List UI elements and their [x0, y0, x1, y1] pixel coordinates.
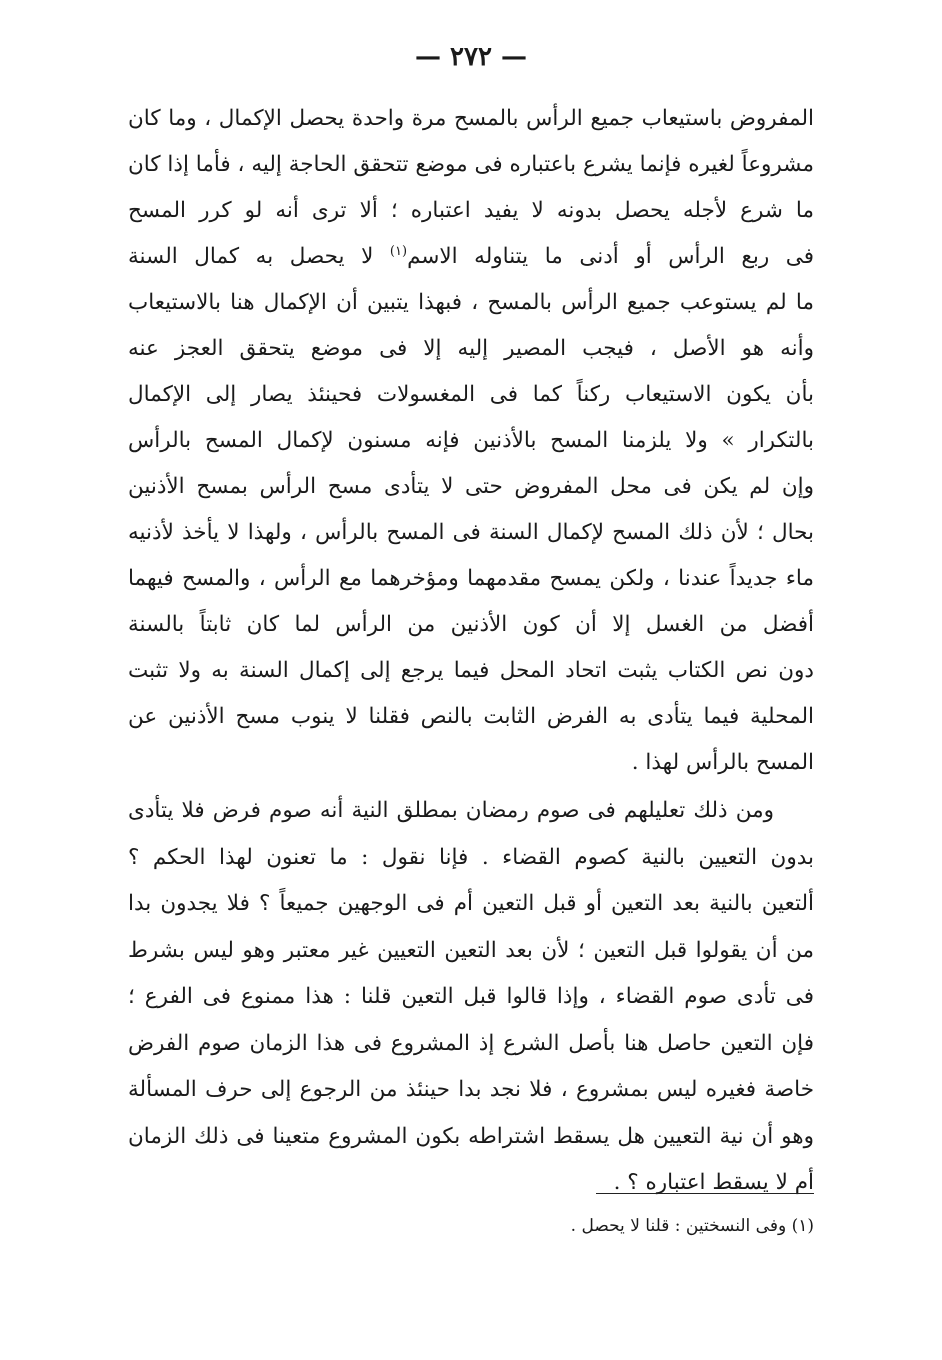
text-line: بأن يكون الاستيعاب ركناً كما فى المغسولات فحينئذ يصار إلى الإكمال	[128, 382, 814, 407]
text-line-end: لا يحصل به كمال السنة	[128, 244, 374, 269]
text-line	[128, 234, 814, 280]
text-line: المفروض باستيعاب جميع الرأس بالمسح مرة واحدة يحصل الإكمال ، وما كان	[128, 106, 814, 131]
text-line: وإن لم يكن فى محل المفروض حتى لا يتأدى مسح الرأس بمسح الأذنين	[128, 474, 814, 499]
text-line: وهو أن نية التعيين هل يسقط اشتراطه بكون المشروع متعينا فى ذلك الزمان	[128, 1123, 814, 1149]
text-line: ومن ذلك تعليلهم فى صوم رمضان بمطلق النية أنه صوم فرض فلا يتأدى	[128, 798, 774, 823]
text-line: ما لم يستوعب جميع الرأس بالمسح ، فبهذا يتبين أن الإكمال هنا بالاستيعاب	[128, 290, 814, 315]
page-number: — ٢٧٢ —	[414, 42, 528, 72]
footnote: (١) وفى النسختين : قلنا لا يحصل .	[570, 1216, 814, 1236]
text-line: بحال ؛ لأن ذلك المسح لإكمال السنة فى المسح بالرأس ، ولهذا لا يأخذ لأذنيه	[128, 520, 814, 545]
text-line-start: فى ربع الرأس أو أدنى ما يتناوله الاسم	[407, 244, 814, 269]
text-line: دون نص الكتاب يثبت اتحاد المحل فيما يرجع إلى إكمال السنة به ولا تثبت	[128, 658, 814, 683]
text-line: خاصة فغيره ليس بمشروع ، فلا نجد بدا حينئذ من الرجوع إلى حرف المسألة	[128, 1077, 814, 1102]
text-line: أم لا يسقط اعتباره ؟ .	[613, 1170, 814, 1195]
footnote-separator	[596, 1193, 814, 1194]
footnote-marker: (١)	[389, 243, 408, 259]
text-line: ما شرع لأجله يحصل بدونه لا يفيد اعتباره ؛ ألا ترى أنه لو كرر المسح	[128, 198, 814, 223]
text-line: ألتعين بالنية بعد التعين أو قبل التعين أم فى الوجهين جميعاً ؟ فلا يجدون بدا	[128, 891, 814, 916]
text-line: أفضل من الغسل إلا أن كون الأذنين من الرأس لما كان ثابتاً بالسنة	[128, 612, 814, 637]
text-line: فى تأدى صوم القضاء ، وإذا قالوا قبل التعين قلنا : هذا ممنوع فى الفرع ؛	[128, 984, 814, 1009]
paragraph-1	[128, 96, 814, 786]
text-line: مشروعاً لغيره فإنما يشرع باعتباره فى موضع تتحقق الحاجة إليه ، فأما إذا كان	[128, 152, 814, 177]
text-line: ماء جديداً عندنا ، ولكن يمسح مقدمهما ومؤخرهما مع الرأس ، والمسح فيهما	[128, 566, 814, 591]
text-line: وأنه هو الأصل ، فيجب المصير إليه إلا فى موضع يتحقق العجز عنه	[128, 336, 814, 361]
text-line: فإن التعين حاصل هنا بأصل الشرع إذ المشروع فى هذا الزمان صوم الفرض	[128, 1030, 814, 1056]
text-line: بالتكرار » ولا يلزمنا المسح بالأذنين فإنه مسنون لإكمال المسح بالرأس	[128, 428, 814, 453]
text-line: بدون التعيين بالنية كصوم القضاء . فإنا نقول : ما تعنون لهذا الحكم ؟	[128, 844, 814, 870]
paragraph-2	[128, 788, 814, 1207]
text-line: المسح بالرأس لهذا .	[631, 750, 814, 775]
text-line: من أن يقولوا قبل التعين ؛ لأن بعد التعين التعيين غير معتبر وهو ليس بشرط	[128, 937, 814, 963]
text-line: المحلية فيما يتأدى به الفرض الثابت بالنص فقلنا لا ينوب مسح الأذنين عن	[128, 704, 814, 729]
